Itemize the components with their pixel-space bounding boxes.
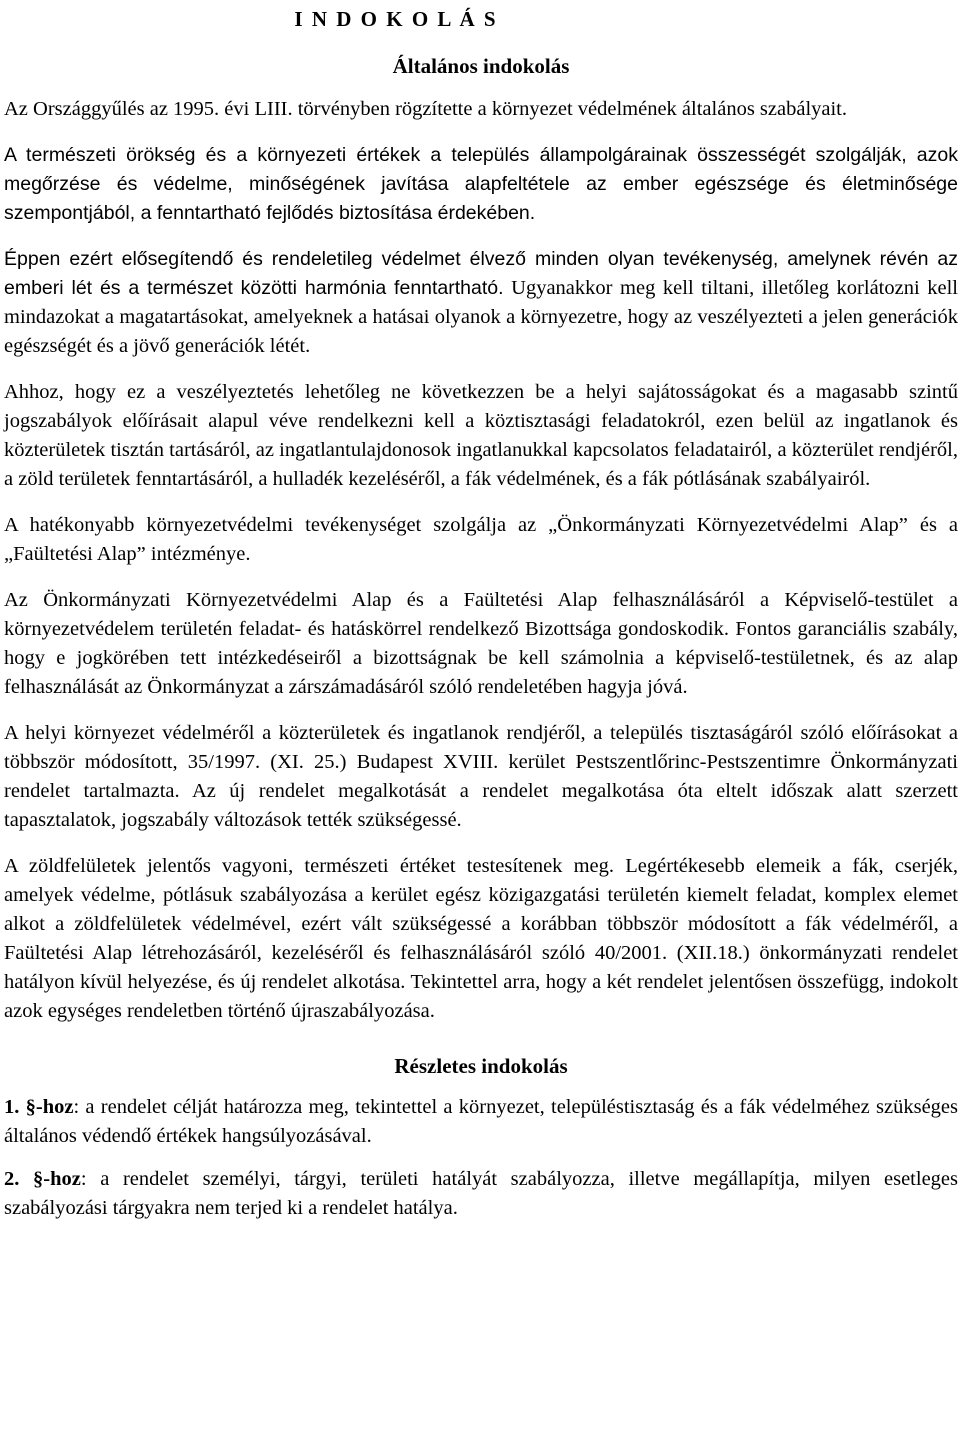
- paragraph-7: A helyi környezet védelméről a közterületek és ingatlanok rendjéről, a település tisztaságáról szóló előírásokat a többször módosított, 35/1997. (XI. 25.) Budapest XVIII. kerület Pestszentlőrinc-Pestszentimre Önkormányzati rendelet tartalmazta. Az új rendelet megalkotását a rendelet megalkotása óta eltelt időszak alatt szerzett tapasztalatok, jogszabály változások tették szükségessé.: [4, 722, 958, 831]
- section-ref: §-hoz: [25, 1096, 74, 1118]
- paragraph-2: A természeti örökség és a környezeti értékek a település állampolgárainak összességét szolgálják, azok megőrzése és védelme, minőségének javítása alapfeltétele az ember egészsége és életminősége szempontjából, a fenntartható fejlődés biztosítása érdekében.: [4, 144, 958, 224]
- section-ref: §-hoz: [33, 1168, 81, 1190]
- paragraph-3a: Éppen ezért elősegítendő és rendeletileg védelmet élvező minden olyan tevékenység, amelynek révén az emberi lét és a természet közötti harmónia fenntartható.: [4, 248, 958, 299]
- detailed-heading: Részletes indokolás: [394, 1054, 568, 1078]
- section-item-1: [4, 1093, 958, 1151]
- paragraph-3b: Ugyanakkor meg kell tiltani, illetőleg korlátozni kell mindazokat a magatartásokat, amelyeknek a hatásai olyanok a környezetre, hogy az veszélyezteti a jelen generációk egészségét és a jövő generációk létét.: [4, 277, 958, 357]
- paragraph-6: Az Önkormányzati Környezetvédelmi Alap és a Faültetési Alap felhasználásáról a Képviselő-testület a környezetvédelem területén feladat- és hatáskörrel rendelkező Bizottsága gondoskodik. Fontos garanciális szabály, hogy e jogkörében tett intézkedéseiről a bizottságnak be kell számolnia a képviselő-testületnek, és az alap felhasználását az Önkormányzat a zárszámadásáról szóló rendeletében hagyja jóvá.: [4, 589, 958, 698]
- paragraph-5: A hatékonyabb környezetvédelmi tevékenységet szolgálja az „Önkormányzati Környezetvédelmi Alap” és a „Faültetési Alap” intézménye.: [4, 514, 958, 565]
- section-item-2: [4, 1165, 958, 1223]
- general-heading: Általános indokolás: [392, 54, 570, 78]
- paragraph-8: A zöldfelületek jelentős vagyoni, természeti értéket testesítenek meg. Legértékesebb elemeik a fák, cserjék, amelyek védelme, pótlásuk szabályozása a kerület egész közigazgatási területén kiemelt feladat, komplex elemet alkot a zöldfelületek védelmével, ezért vált szükségessé a korábban többször módosított a fák védelméről, a Faültetési Alap létrehozásáról, kezeléséről és felhasználásáról szóló 40/2001. (XII.18.) önkormányzati rendelet hatályon kívül helyezése, és új rendelet alkotása. Tekintettel arra, hogy a két rendelet jelentősen összefügg, indokolt azok egységes rendeletben történő újraszabályozása.: [4, 855, 958, 1022]
- section-number: 2.: [4, 1168, 20, 1190]
- section-text: : a rendelet személyi, tárgyi, területi hatályát szabályozza, illetve megállapítja, milyen esetleges szabályozási tárgyakra nem terjed ki a rendelet hatálya.: [4, 1168, 958, 1219]
- paragraph-3: [4, 245, 958, 361]
- paragraph-1: Az Országgyűlés az 1995. évi LIII. törvényben rögzítette a környezet védelmének általános szabályait.: [4, 98, 848, 120]
- section-text: : a rendelet célját határozza meg, tekintettel a környezet, településtisztaság és a fák védelméhez szükséges általános védendő értékek hangsúlyozásával.: [4, 1096, 958, 1147]
- document-title: I N D O K O L Á S: [294, 7, 498, 31]
- section-number: 1.: [4, 1096, 20, 1118]
- paragraph-4: Ahhoz, hogy ez a veszélyeztetés lehetőleg ne következzen be a helyi sajátosságokat és a magasabb szintű jogszabályok előírásait alapul véve rendelkezni kell a köztisztasági feladatokról, ezen belül az ingatlanok és közterületek tisztán tartásáról, az ingatlantulajdonosok ingatlanukkal kapcsolatos feladatairól, a közterület rendjéről, a zöld területek fenntartásáról, a hulladék kezeléséről, a fák védelmének, és a fák pótlásának szabályairól.: [4, 381, 958, 490]
